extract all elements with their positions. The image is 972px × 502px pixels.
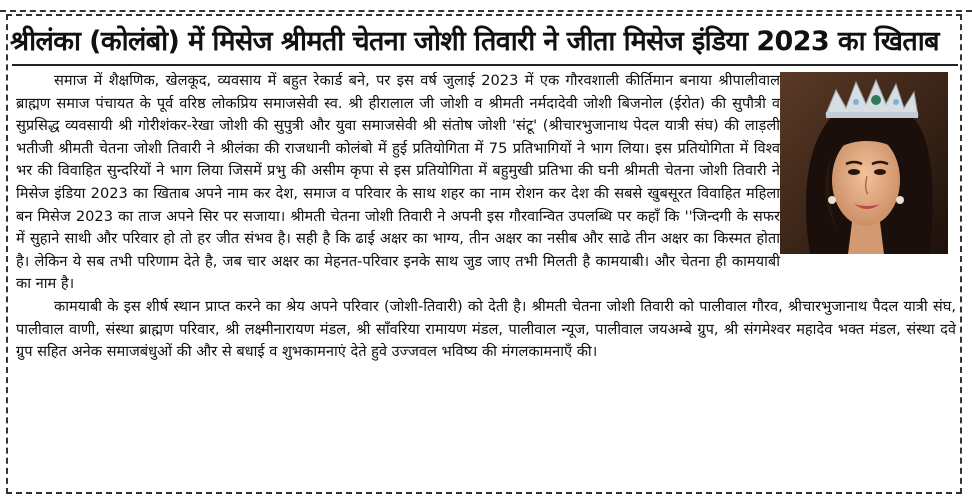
article-body (16, 70, 956, 364)
previous-article-strip (0, 0, 972, 12)
headline-rule (12, 64, 958, 66)
article-paragraph-2: कामयाबी के इस शीर्ष स्थान प्राप्त करने का श्रेय अपने परिवार (जोशी-तिवारी) को देती है। श्रीमती चेतना जोशी तिवारी को पालीवाल गौरव, श्रीचारभुजानाथ पैदल यात्री संघ, पालीवाल वाणी, संस्था ब्राह्मण परिवार, श्री लक्ष्मीनारायण मंडल, श्री साँवरिया रामायण मंडल, पालीवाल न्यूज, पालीवाल जयअम्बे ग्रुप, श्री संगमेश्वर महादेव भक्त मंडल, संस्था दवे ग्रुप सहित अनेक समाजबंधुओं की और से बधाई व शुभकामनाएं देते हुवे उज्जवल भविष्य की मंगलकामनाएँ की। (16, 297, 956, 361)
article-headline: श्रीलंका (कोलंबो) में मिसेज श्रीमती चेतना जोशी तिवारी ने जीता मिसेज इंडिया 2023 का खिताब (10, 26, 939, 57)
photo-spacer (780, 70, 956, 254)
article-paragraph-1: समाज में शैक्षणिक, खेलकूद, व्यवसाय में बहुत रेकार्ड बने, पर इस वर्ष जुलाई 2023 में एक गौरवशाली कीर्तिमान बनाया श्रीपालीवाल ब्राह्मण समाज पंचायत के पूर्व वरिष्ठ लोकप्रिय समाजसेवी स्व. श्री हीरालाल जी जोशी व श्रीमती नर्मदादेवी जोशी बिजनोल (ईरोत) की सुपौत्री व सुप्रसिद्ध व्यवसायी श्री गोरीशंकर-रेखा जोशी की सुपुत्री और युवा समाजसेवी श्री संतोष जोशी 'संटू' (श्रीचारभुजानाथ पेदल यात्री संघ) की लाड़ली भतीजी श्रीमती चेतना जोशी तिवारी ने श्रीलंका की राजधानी कोलंबो में हुई प्रतियोगिता में 75 प्रतिभागियों ने भाग लिया। इस प्रतियोगिता में विश्व भर की विवाहित सुन्दरियों ने भाग लिया जिसमें प्रभु की असीम कृपा से इस प्रतियोगिता में बहुमुखी प्रतिभा की घनी श्रीमती चेतना जोशी तिवारी ने मिसेज इंडिया 2023 का खिताब अपने नाम कर देश, समाज व परिवार के साथ शहर का नाम रोशन कर देश की सबसे खुबसूरत विवाहित महिला बन मिसेज 2023 का ताज अपने सिर पर सजाया। श्रीमती चेतना जोशी तिवारी ने अपनी इस गौरवान्वित उपलब्धि पर कहाँ कि ''जिन्दगी के सफर में सुहाने साथी और परिवार हो तो हर जीत संभव है। सही है कि ढाई अक्षर का भाग्य, तीन अक्षर का नसीब और साढे तीन अक्षर का किस्मत होता है। लेकिन ये सब तभी परिणाम देते है, जब चार अक्षर का मेहनत-परिवार इनके साथ जुड जाए तभी मिलती है कामयाबी। और चेतना ही कामयाबी का नाम है। (16, 72, 780, 293)
